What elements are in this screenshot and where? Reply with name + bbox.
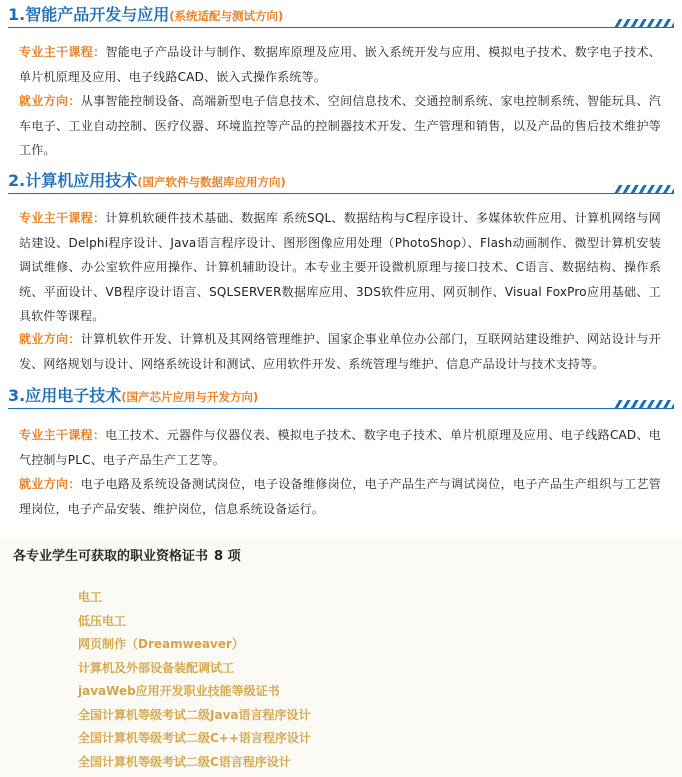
section-2-header [0,168,682,194]
certificates-panel [0,537,682,777]
section-1-jobs-label: 就业方向： [19,94,81,108]
section-1-title-text: 1.智能产品开发与应用 [8,5,170,24]
certificate-item: 电工 [78,590,103,604]
section-3-subtitle: (国产芯片应用与开发方向) [121,390,259,404]
section-1-stripe-decoration [614,19,674,28]
section-2-jobs-text: 计算机软件开发、计算机及其网络管理维护、国家企事业单位办公部门，互联网站建设维护、网站设计与开发、网络规划与设计、网络系统设计和测试、应用软件开发、系统管理与维护、信息产品设计与技术支持等。 [19,332,661,371]
certificates-title [13,545,241,564]
section-2-title-text: 2.计算机应用技术 [8,171,138,190]
section-3-divider [8,408,674,409]
section-1-jobs-text: 从事智能控制设备、高端新型电子信息技术、空间信息技术、交通控制系统、家电控制系统、智能玩具、汽车电子、工业自动控制、医疗仪器、环境监控等产品的控制器技术开发、生产管理和销售，以及产品的售后技术维护等工作。 [19,94,661,157]
section-1-jobs [19,89,661,163]
certificate-item: javaWeb应用开发职业技能等级证书 [78,684,280,698]
section-3-courses-label: 专业主干课程： [19,428,106,442]
section-1-courses [19,40,661,89]
section-2-stripe-decoration [614,185,674,194]
section-2-subtitle: (国产软件与数据库应用方向) [137,175,286,189]
certificate-item: 计算机及外部设备装配调试工 [78,660,235,675]
section-3-jobs-text: 电子电路及系统设备测试岗位，电子设备维修岗位，电子产品生产与调试岗位，电子产品生产组织与工艺管理岗位，电子产品安装、维护岗位，信息系统设备运行。 [19,477,661,516]
section-1-courses-label: 专业主干课程： [19,45,106,59]
section-2-divider [8,193,674,194]
section-2-jobs [19,327,661,376]
certificate-item: 全国计算机等级考试二级Java语言程序设计 [78,707,311,722]
section-2-title [8,168,286,195]
certificate-item: 网页制作（Dreamweaver） [78,637,244,651]
certificate-item: 低压电工 [78,613,127,628]
section-2 [0,168,682,194]
certificates-title-text: 各专业学生可获取的职业资格证书 [13,549,209,564]
section-2-courses-text: 计算机软硬件技术基础、数据库 系统SQL、数据结构与C程序设计、多媒体软件应用、计算机网络与网站建设、Delphi程序设计、Java语言程序设计、图形图像应用处理（PhotoShop）、Flash动画制作、微型计算机安装调试维修、办公室软件应用操作、计算机辅助设计。本专业主要开设微机原理与接口技术、C语言、数据结构、操作系统、平面设计、VB程序设计语言、SQLSERVER数据库应用、3DS软件应用、网页制作、Visual FoxPro应用基础、工具软件等课程。 [19,211,661,323]
section-1-subtitle: (系统适配与测试方向) [169,9,284,23]
section-3-courses-text: 电工技术、元器件与仪器仪表、模拟电子技术、数字电子技术、单片机原理及应用、电子线路CAD、电气控制与PLC、电子产品生产工艺等。 [19,428,661,467]
section-2-courses-label: 专业主干课程： [19,211,106,225]
section-3-courses [19,423,661,472]
section-1-title [8,2,283,29]
section-2-courses [19,206,661,329]
section-2-jobs-label: 就业方向： [19,332,81,346]
certificate-item: 全国计算机等级考试二级C语言程序设计 [78,754,291,769]
section-3-jobs-label: 就业方向： [19,477,81,491]
section-1-divider [8,27,674,28]
section-3-jobs [19,472,661,521]
certificates-count: 8 项 [214,549,241,564]
section-3-title [8,383,258,410]
section-1-courses-text: 智能电子产品设计与制作、数据库原理及应用、嵌入系统开发与应用、模拟电子技术、数字电子技术、单片机原理及应用、电子线路CAD、嵌入式操作系统等。 [19,45,661,84]
certificates-list [78,586,311,774]
certificate-item: 全国计算机等级考试二级C++语言程序设计 [78,731,311,745]
section-1 [0,2,682,28]
section-3 [0,383,682,409]
section-3-title-text: 3.应用电子技术 [8,386,122,405]
section-1-header [0,2,682,28]
section-3-stripe-decoration [614,400,674,409]
section-3-header [0,383,682,409]
